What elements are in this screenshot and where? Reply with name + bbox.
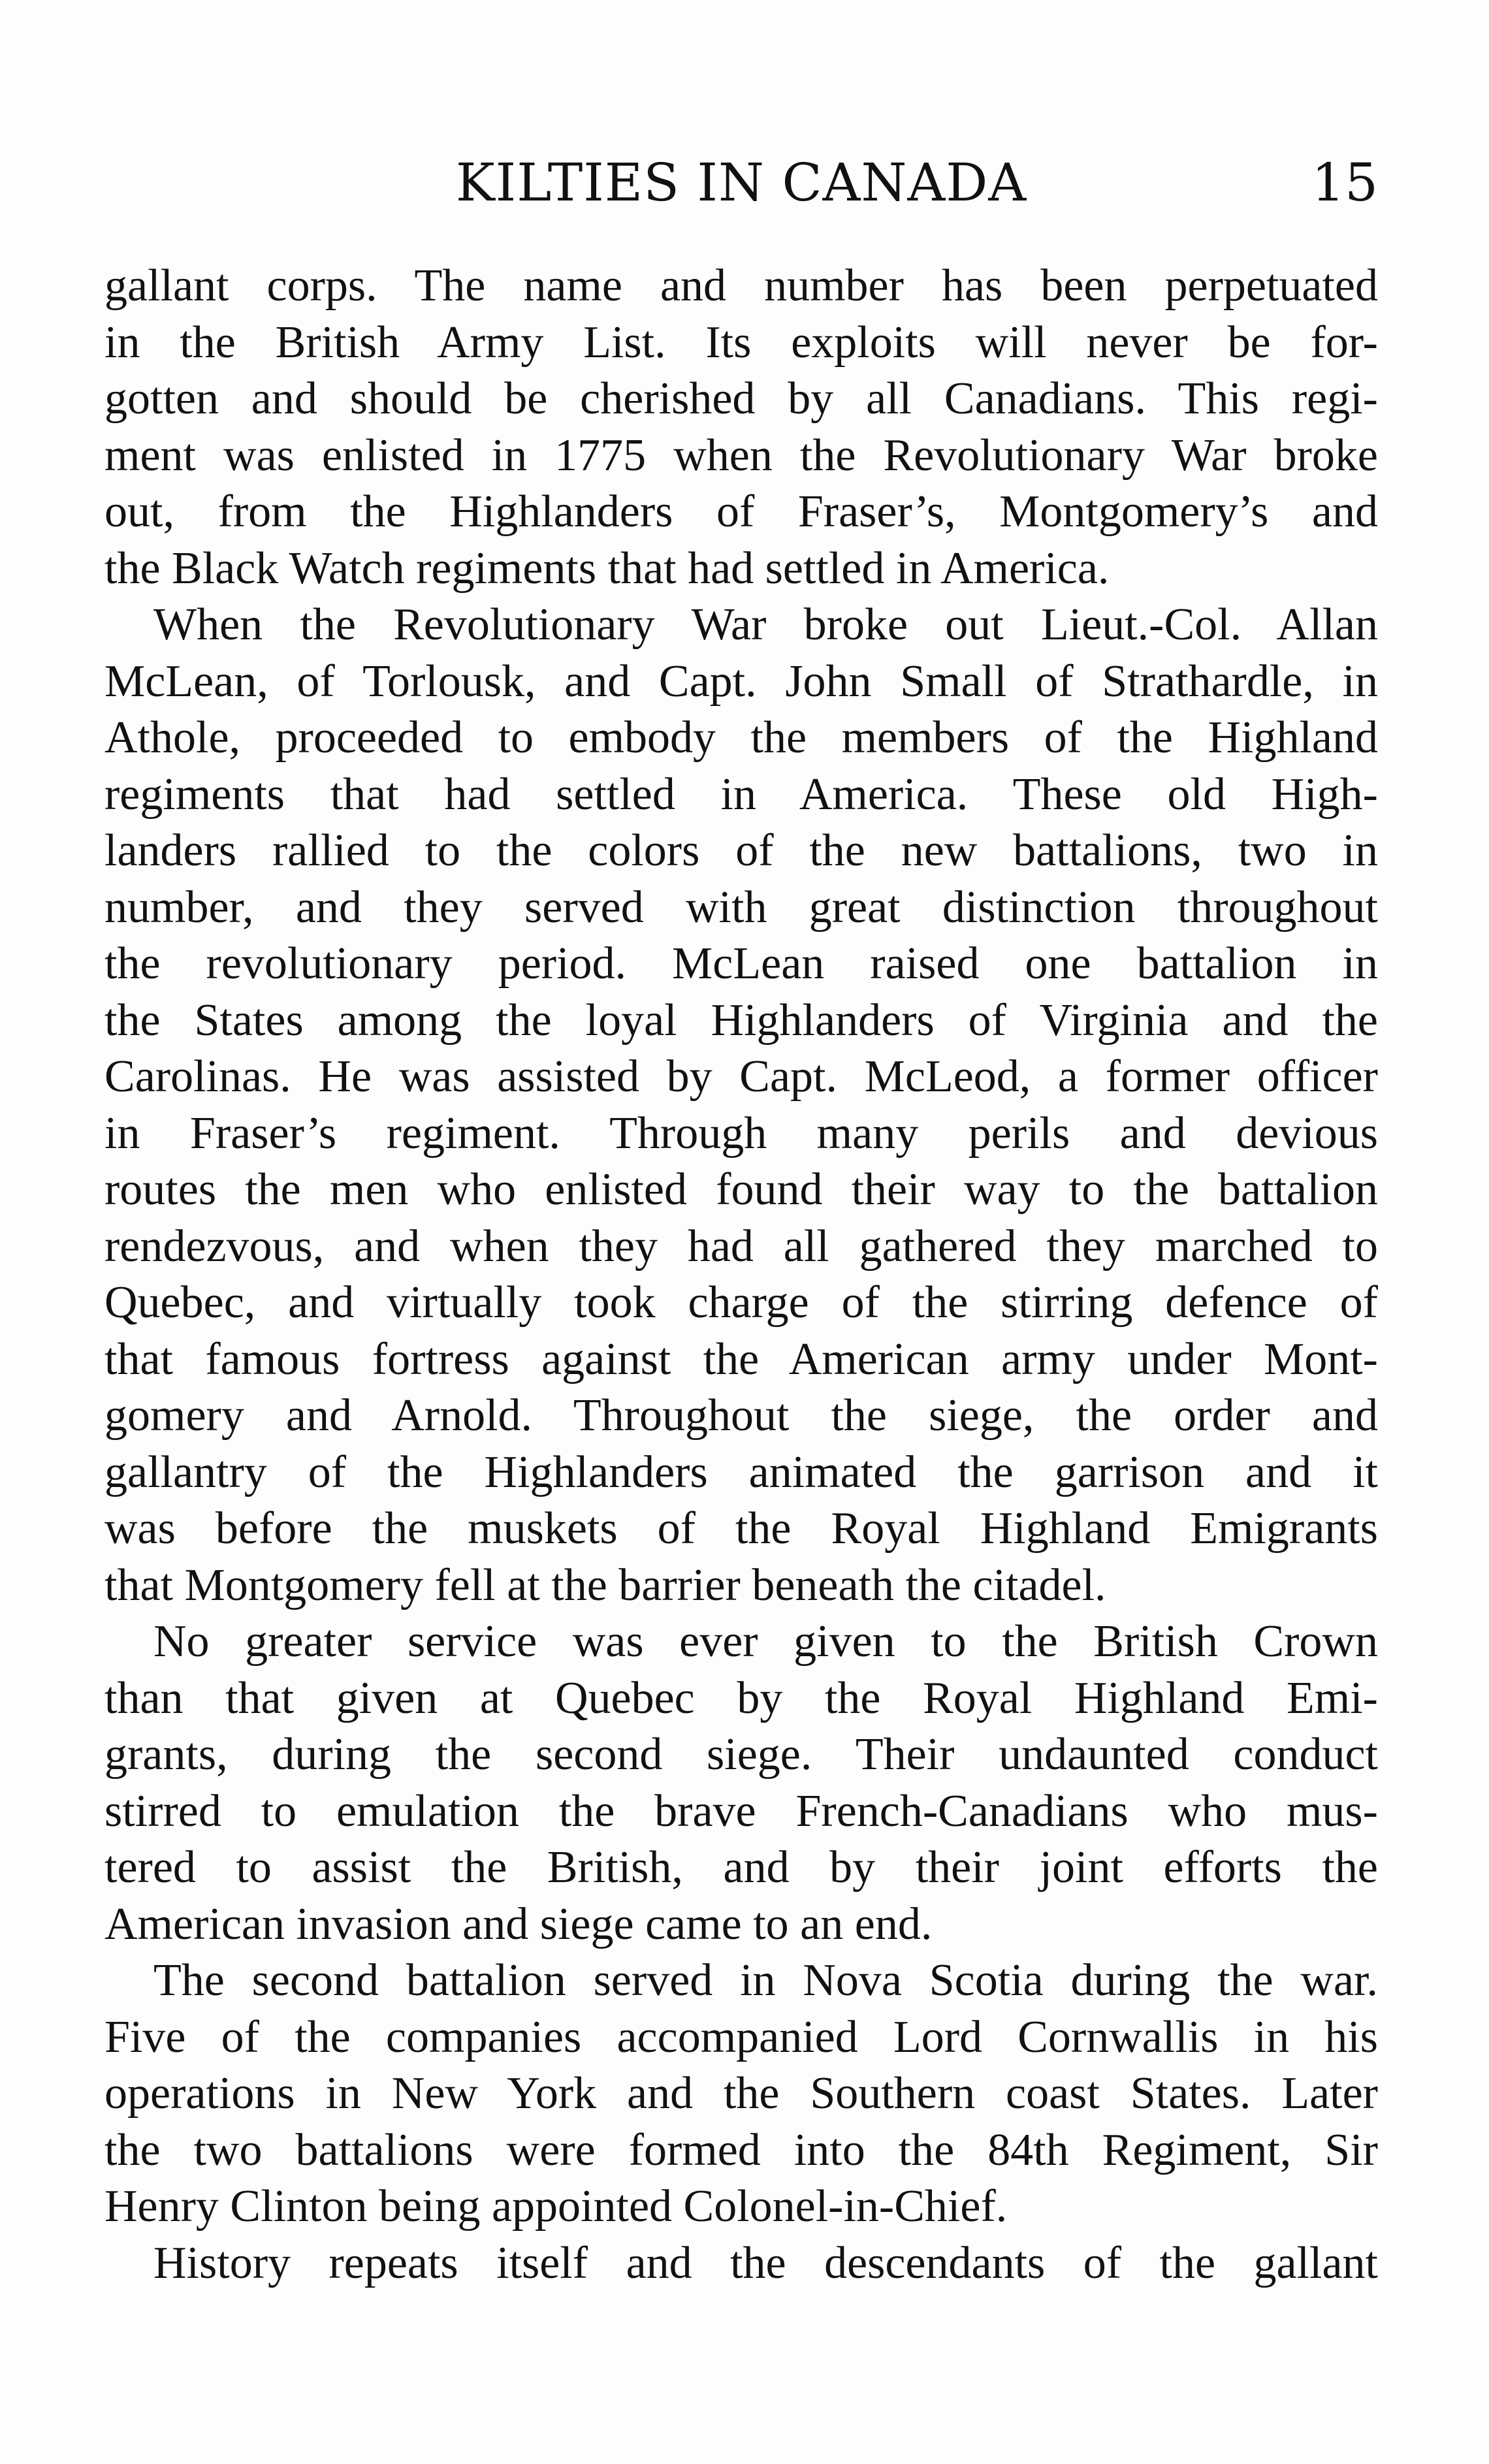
text-line: Henry Clinton being appointed Colonel-in-Chief. <box>104 2181 1008 2232</box>
paragraph <box>104 1614 1378 1953</box>
text-line: regiments that had settled in America. These old High- <box>104 769 1378 820</box>
text-line: American invasion and siege came to an end. <box>104 1898 933 1949</box>
text-line: was before the muskets of the Royal Highland Emigrants <box>104 1503 1378 1554</box>
paragraph <box>104 2235 1378 2292</box>
text-line: the revolutionary period. McLean raised one battalion in <box>104 938 1378 989</box>
text-line: than that given at Quebec by the Royal Highland Emi- <box>104 1672 1378 1723</box>
text-line: rendezvous, and when they had all gathered they marched to <box>104 1221 1378 1272</box>
text-line: tered to assist the British, and by their joint efforts the <box>104 1842 1378 1893</box>
page-number: 15 <box>1311 152 1378 213</box>
text-line: stirred to emulation the brave French-Canadians who mus- <box>104 1785 1378 1836</box>
text-line: routes the men who enlisted found their way to the battalion <box>104 1164 1378 1215</box>
text-line: gallant corps. The name and number has been perpetuated <box>104 261 1378 311</box>
text-line: gallantry of the Highlanders animated the garrison and it <box>104 1447 1378 1497</box>
text-line: number, and they served with great distinction throughout <box>104 882 1378 933</box>
text-line: the States among the loyal Highlanders of Virginia and the <box>104 995 1378 1046</box>
text-line: When the Revolutionary War broke out Lieut.-Col. Allan <box>153 600 1378 650</box>
text-line: gotten and should be cherished by all Canadians. This regi- <box>104 374 1378 424</box>
text-line: No greater service was ever given to the British Crown <box>153 1616 1378 1667</box>
running-title: KILTIES IN CANADA <box>455 152 1027 213</box>
text-line: landers rallied to the colors of the new battalions, two in <box>104 825 1378 876</box>
text-line: ment was enlisted in 1775 when the Revolutionary War broke <box>104 430 1378 481</box>
text-line: McLean, of Torlousk, and Capt. John Small of Strathardle, in <box>104 656 1378 707</box>
paragraph <box>104 1953 1378 2235</box>
text-line: out, from the Highlanders of Fraser’s, Montgomery’s and <box>104 487 1378 537</box>
running-header <box>104 147 1378 219</box>
paragraph <box>104 258 1378 597</box>
text-line: that Montgomery fell at the barrier beneath the citadel. <box>104 1560 1106 1610</box>
text-line: Five of the companies accompanied Lord Cornwallis in his <box>104 2011 1378 2062</box>
text-line: in the British Army List. Its exploits will never be for- <box>104 317 1378 368</box>
text-line: The second battalion served in Nova Scotia during the war. <box>153 1955 1378 2006</box>
body-text <box>104 258 1378 2292</box>
text-line: operations in New York and the Southern coast States. Later <box>104 2068 1378 2119</box>
paragraph <box>104 597 1378 1614</box>
text-line: History repeats itself and the descendants of the gallant <box>153 2237 1378 2288</box>
text-line: Quebec, and virtually took charge of the stirring defence of <box>104 1277 1378 1328</box>
text-line: that famous fortress against the American army under Mont- <box>104 1334 1378 1384</box>
text-line: gomery and Arnold. Throughout the siege, the order and <box>104 1390 1378 1441</box>
text-line: Athole, proceeded to embody the members of the Highland <box>104 712 1378 763</box>
text-line: Carolinas. He was assisted by Capt. McLeod, a former officer <box>104 1051 1378 1102</box>
text-line: the two battalions were formed into the 84th Regiment, Sir <box>104 2124 1378 2175</box>
text-line: in Fraser’s regiment. Through many perils and devious <box>104 1108 1378 1159</box>
text-line: the Black Watch regiments that had settled in America. <box>104 543 1110 594</box>
text-line: grants, during the second siege. Their undaunted conduct <box>104 1729 1378 1780</box>
